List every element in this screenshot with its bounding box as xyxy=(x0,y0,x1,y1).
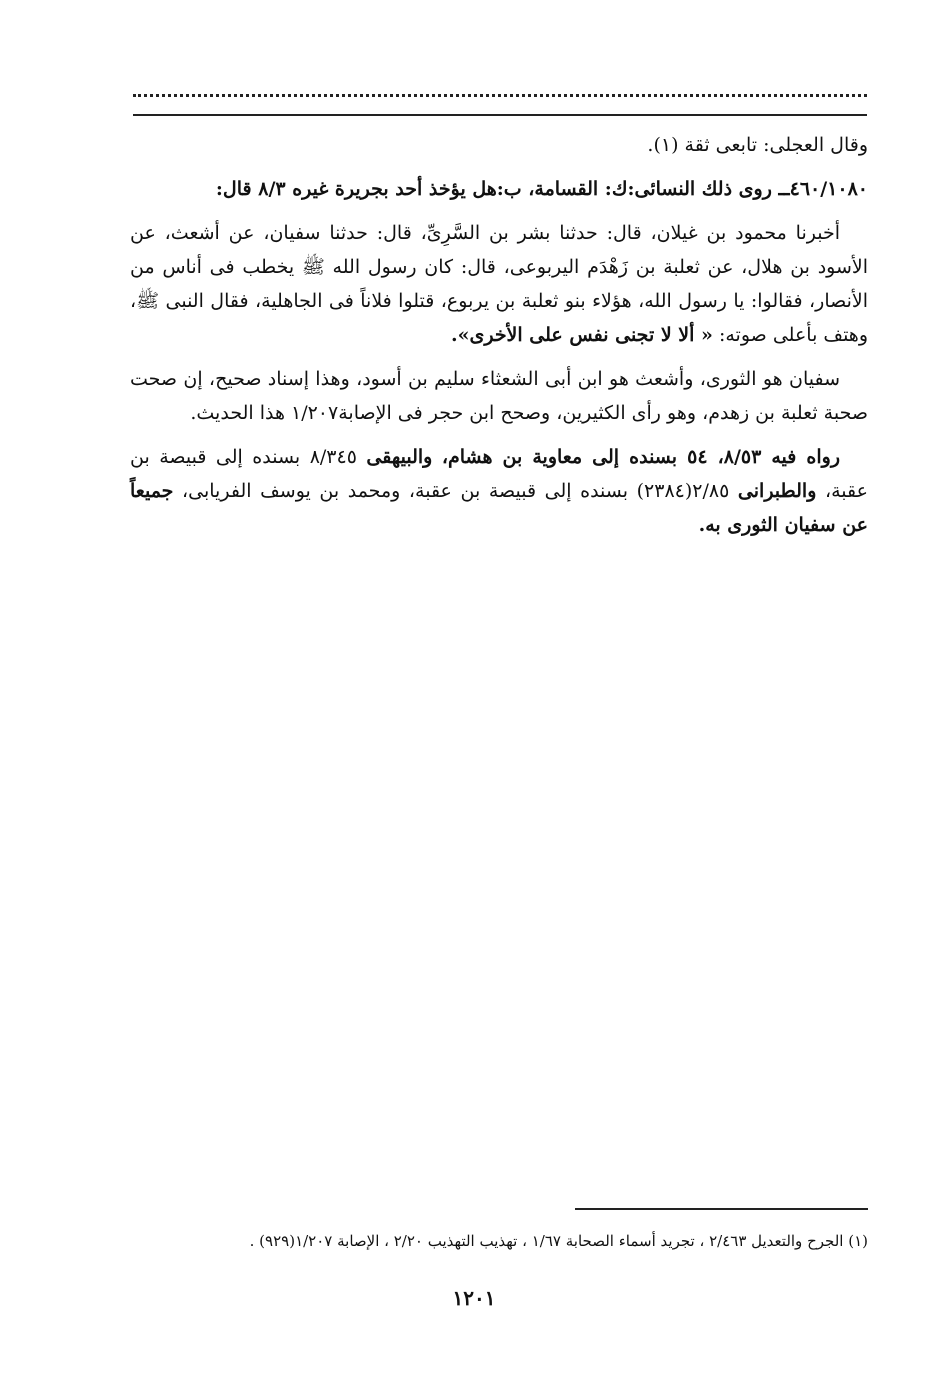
riwaya-part-4: والطبرانى xyxy=(737,480,817,502)
footnote-rule xyxy=(575,1208,868,1210)
hadith-heading xyxy=(130,172,868,206)
commentary-paragraph xyxy=(130,362,868,430)
riwaya-part-6: جميعاً عن سفيان الثورى به. xyxy=(130,480,868,536)
hadith-quote: « ألا لا تجنى نفس على الأخرى». xyxy=(450,324,713,346)
riwaya-part-1: رواه فيه ٨/٥٣، ٥٤ بسنده إلى معاوية بن هشام، xyxy=(441,446,840,468)
riwaya-paragraph xyxy=(130,440,868,542)
footnote xyxy=(130,1228,868,1254)
intro-line xyxy=(130,128,868,162)
hadith-text: أخبرنا محمود بن غيلان، قال: حدثنا بشر بن السَّرِىِّ، قال: حدثنا سفيان، عن أشعث، عن الأسود بن هلال، عن ثعلبة بن زَهْدَم اليربوعى، قال: كان رسول الله ﷺ يخطب فى أناس من الأنصار، فقالوا: يا رسول الله، هؤلاء بنو ثعلبة بن يربوع، قتلوا فلاناً فى الجاهلية، فقال النبى ﷺ، وهتف بأعلى صوته: xyxy=(130,222,868,346)
intro-text: وقال العجلى: تابعى ثقة (١). xyxy=(647,134,868,156)
header-solid-rule xyxy=(133,114,867,116)
riwaya-part-2: والبيهقى xyxy=(366,446,433,468)
header-dotted-rule xyxy=(133,94,867,97)
main-text xyxy=(130,128,868,552)
page-number: ١٢٠١ xyxy=(452,1286,496,1310)
riwaya-part-3: ٨/٣٤٥ بسنده إلى قبيصة بن عقبة، xyxy=(130,446,868,502)
hadith-paragraph xyxy=(130,216,868,352)
riwaya-part-5: ٢/٨٥(٢٣٨٤) بسنده إلى قبيصة بن عقبة، ومحمد بن يوسف الفريابى، xyxy=(182,480,730,502)
commentary-text: سفيان هو الثورى، وأشعث هو ابن أبى الشعثاء سليم بن أسود، وهذا إسناد صحيح، إن صحت صحبة ثعلبة بن زهدم، وهو رأى الكثيرين، وصحح ابن حجر فى الإصابة١/٢٠٧ هذا الحديث. xyxy=(130,368,868,424)
hadith-heading-text: ٤٦٠/١٠٨٠ــ روى ذلك النسائى:ك: القسامة، ب:هل يؤخذ أحد بجريرة غيره ٨/٣ قال: xyxy=(215,178,868,200)
footnote-text: (١) الجرح والتعديل ٢/٤٦٣ ، تجريد أسماء الصحابة ١/٦٧ ، تهذيب التهذيب ٢/٢٠ ، الإصابة ١/٢٠٧(٩٢٩) . xyxy=(249,1232,868,1250)
